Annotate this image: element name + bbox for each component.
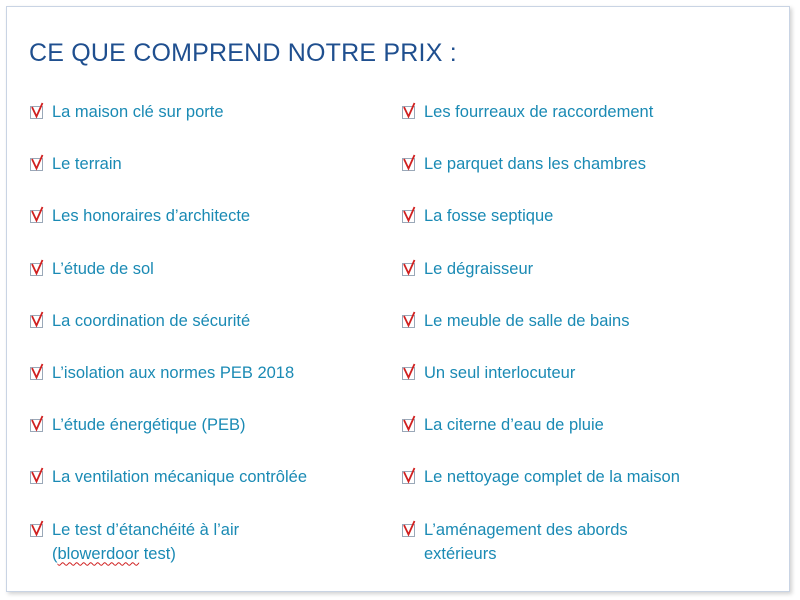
checkbox-check-icon xyxy=(401,154,418,173)
spellcheck-word: blowerdoor xyxy=(57,544,140,563)
checkbox-check-icon xyxy=(401,363,418,382)
list-item xyxy=(401,205,781,257)
list-item xyxy=(29,205,389,257)
list-item xyxy=(401,258,781,310)
item-label: La fosse septique xyxy=(424,207,554,226)
list-item xyxy=(29,310,389,362)
checkbox-check-icon xyxy=(29,520,46,539)
item-label: Un seul interlocuteur xyxy=(424,363,576,382)
checkbox-check-icon xyxy=(401,259,418,278)
list-item xyxy=(29,101,389,153)
list-item xyxy=(401,153,781,205)
list-item xyxy=(29,258,389,310)
list-item xyxy=(401,466,781,518)
checkbox-check-icon xyxy=(29,206,46,225)
checkbox-check-icon xyxy=(401,206,418,225)
item-label-line2: (blowerdoor test) xyxy=(52,544,176,563)
list-item xyxy=(29,362,389,414)
item-label: La ventilation mécanique contrôlée xyxy=(52,468,308,487)
checkbox-check-icon xyxy=(29,154,46,173)
checkbox-check-icon xyxy=(29,467,46,486)
list-item xyxy=(29,466,389,518)
checkbox-check-icon xyxy=(401,467,418,486)
slide-frame xyxy=(6,6,790,592)
list-item xyxy=(401,519,781,571)
item-label: Le meuble de salle de bains xyxy=(424,311,630,330)
item-label-line2: extérieurs xyxy=(424,544,497,563)
checkbox-check-icon xyxy=(29,102,46,121)
item-label: Les fourreaux de raccordement xyxy=(424,103,654,121)
item-label: Le parquet dans les chambres xyxy=(424,155,646,174)
list-item xyxy=(29,519,389,571)
list-item xyxy=(401,414,781,466)
checkbox-check-icon xyxy=(29,259,46,278)
left-column xyxy=(29,101,389,571)
page-title: CE QUE COMPREND NOTRE PRIX : xyxy=(29,39,457,67)
checkbox-check-icon xyxy=(401,415,418,434)
list-item xyxy=(29,414,389,466)
right-column xyxy=(401,101,781,571)
item-label: L’étude énergétique (PEB) xyxy=(52,416,246,435)
item-label: Les honoraires d’architecte xyxy=(52,207,251,226)
item-label: L’étude de sol xyxy=(52,259,154,278)
item-label: Le terrain xyxy=(52,155,122,174)
item-label: Le test d’étanchéité à l’air xyxy=(52,520,240,539)
checkbox-check-icon xyxy=(401,311,418,330)
checkbox-check-icon xyxy=(29,415,46,434)
item-label: L’aménagement des abords xyxy=(424,520,628,539)
item-label: Le nettoyage complet de la maison xyxy=(424,468,680,487)
list-item xyxy=(29,153,389,205)
list-item xyxy=(401,101,781,153)
item-label: L’isolation aux normes PEB 2018 xyxy=(52,363,295,382)
checkbox-check-icon xyxy=(29,363,46,382)
item-label: La maison clé sur porte xyxy=(52,103,224,121)
item-label: Le dégraisseur xyxy=(424,259,534,278)
item-label: La coordination de sécurité xyxy=(52,311,251,330)
list-item xyxy=(401,310,781,362)
list-item xyxy=(401,362,781,414)
item-label: La citerne d’eau de pluie xyxy=(424,416,604,435)
checkbox-check-icon xyxy=(401,520,418,539)
checkbox-check-icon xyxy=(401,102,418,121)
checkbox-check-icon xyxy=(29,311,46,330)
